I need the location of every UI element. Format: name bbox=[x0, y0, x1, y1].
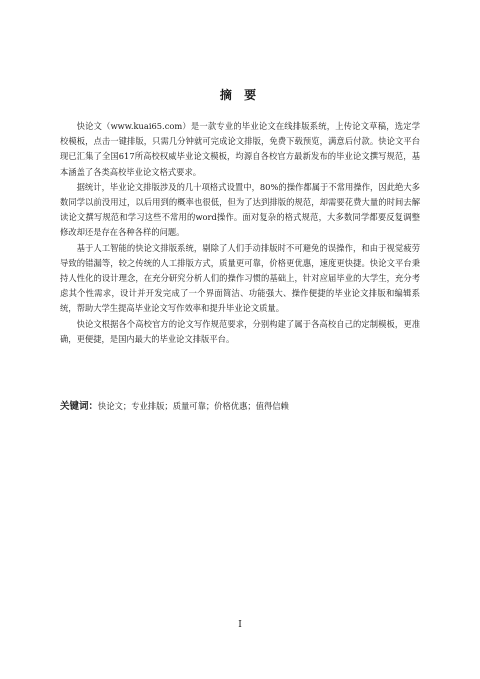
abstract-title: 摘 要 bbox=[219, 88, 261, 102]
abstract-paragraph-2: 据统计，毕业论文排版涉及的几十项格式设置中，80%的操作都属于不常用操作，因此绝大多数同学以前没用过，以后用到的概率也很低，但为了达到排版的规范，却需要花费大量的时间去解读论文撰写规范和学习这些不常用的word操作。面对复杂的格式规范，大多数同学都要反复调整修改却还是存在各种各样的问题。 bbox=[60, 181, 420, 238]
abstract-paragraph-4: 快论文根据各个高校官方的论文写作规范要求，分别构建了属于各高校自己的定制模板，更准确，更便捷，是国内最大的毕业论文排版平台。 bbox=[60, 318, 420, 344]
abstract-paragraph-1: 快论文（www.kuai65.com）是一款专业的毕业论文在线排版系统，上传论文草稿，选定学校模板，点击一键排版，只需几分钟就可完成论文排版，免费下载预览，满意后付款。快论文平台现已汇集了全国617所高校权威毕业论文模板，均源自各校官方最新发布的毕业论文撰写规范，基本涵盖了各类高校毕业论文格式要求。 bbox=[60, 121, 420, 177]
abstract-body bbox=[60, 119, 420, 347]
keywords-line bbox=[60, 399, 420, 414]
keywords-text: 快论文；专业排版；质量可靠；价格优惠；值得信赖 bbox=[98, 401, 289, 411]
page-number: I bbox=[238, 620, 242, 630]
abstract-paragraph-3: 基于人工智能的快论文排版系统，剔除了人们手动排版时不可避免的误操作，和由于视觉疲劳导致的错漏等，较之传统的人工排版方式，质量更可靠，价格更优惠，速度更快捷。快论文平台秉持人性化的设计理念，在充分研究分析人们的操作习惯的基础上，针对应届毕业的大学生，充分考虑其个性需求，设计并开发完成了一个界面简洁、功能强大、操作便捷的毕业论文排版和编辑系统，帮助大学生提高毕业论文写作效率和提升毕业论文质量。 bbox=[60, 242, 420, 314]
keywords-label: 关键词： bbox=[60, 401, 99, 412]
